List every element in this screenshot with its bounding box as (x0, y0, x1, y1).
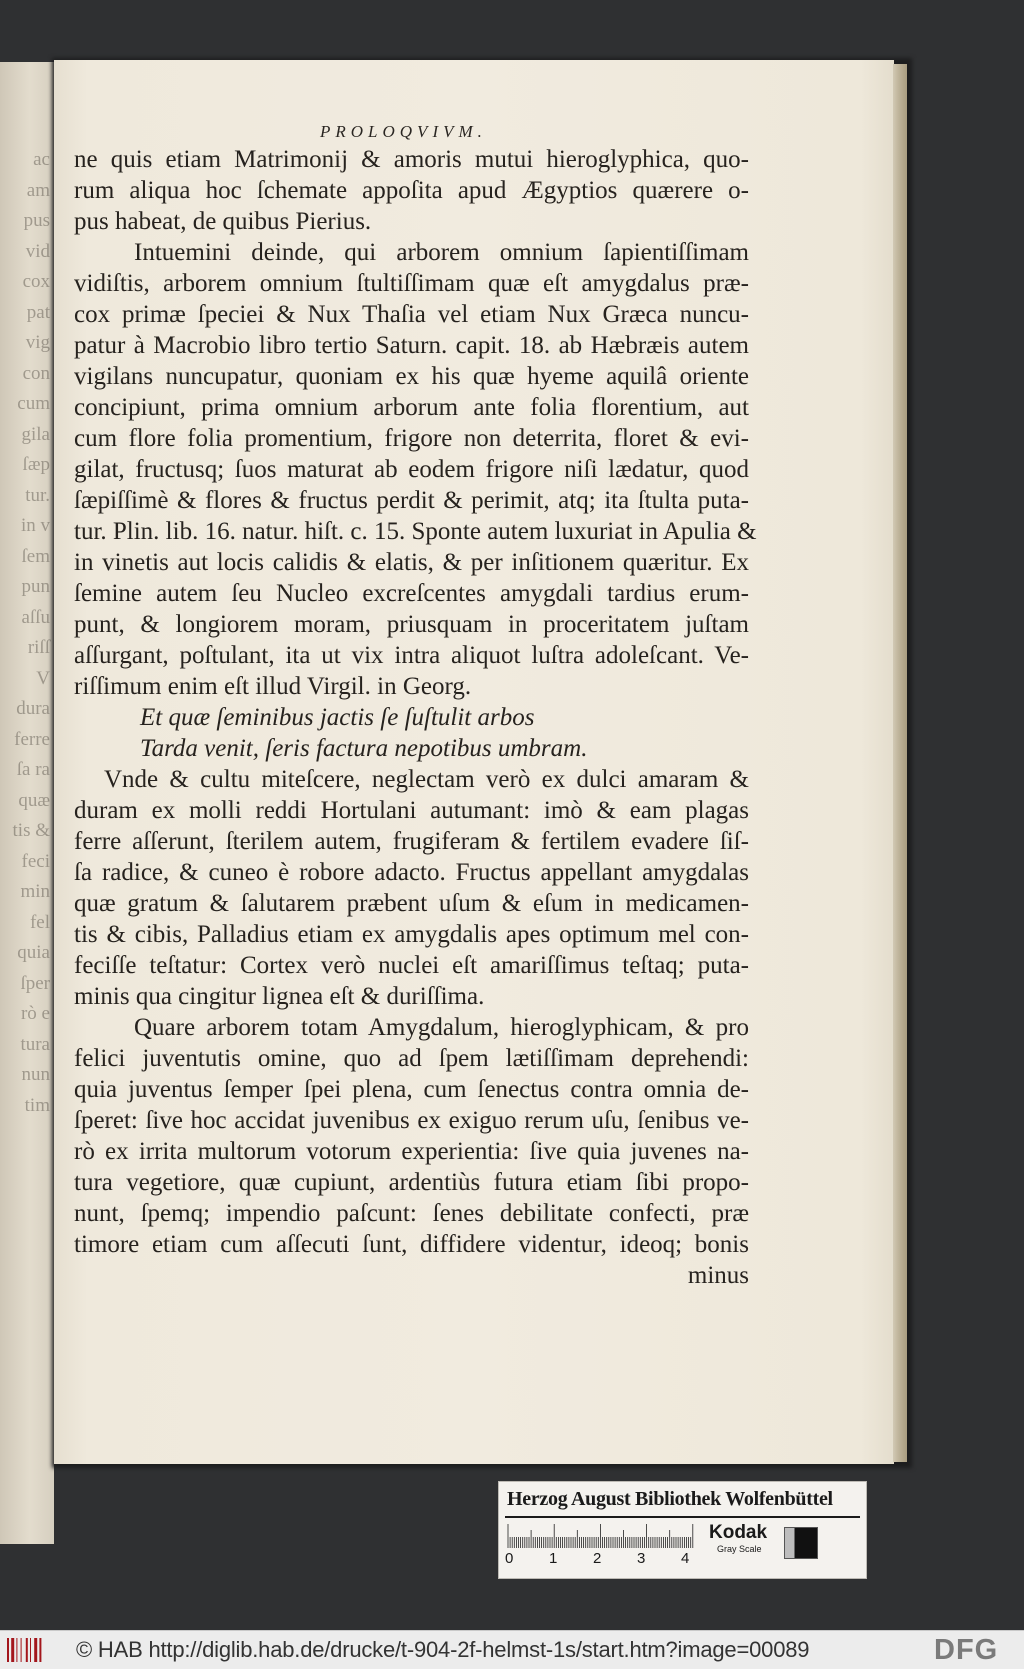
text-line: felici juventutis omine, quo ad ſpem lætiſſimam deprehendi: (74, 1045, 749, 1072)
text-line: in vinetis aut locis calidis & elatis, & per inſitionem quæritur. Ex (74, 549, 749, 576)
text-line: ferre aſſerunt, ſterilem autem, frugiferam & fertilem evadere ſiſ- (74, 828, 749, 855)
text-line: ſa radice, & cuneo è robore adacto. Fructus appellant amygdalas (74, 859, 749, 886)
text-line: Quare arborem totam Amygdalum, hieroglyphicam, & pro (134, 1014, 749, 1041)
left-page-fragment: tis & (12, 820, 50, 841)
text-line: concipiunt, prima omnium arborum ante folia florentium, aut (74, 394, 749, 421)
left-page-fragment: feci (21, 850, 50, 872)
text-line: quæ gratum & ſalutarem præbent uſum & eſum in medicamen- (74, 890, 749, 917)
ruler-number: 1 (549, 1550, 558, 1567)
text-line: rum aliqua hoc ſchemate appoſita apud Ægyptios quærere o- (74, 177, 749, 204)
left-page-fragment: cox (22, 271, 50, 292)
left-page-fragment: aſſu (21, 606, 50, 628)
left-page-fragment: quia (17, 942, 50, 963)
text-line: quia juventus ſemper ſpei plena, cum ſenectus contra omnia de- (74, 1076, 749, 1103)
left-page-edge (0, 62, 54, 1544)
left-page-fragment: in v (20, 515, 50, 536)
left-page-fragment: ferre (14, 728, 50, 750)
text-line: pus habeat, de quibus Pierius. (74, 208, 372, 235)
library-stamp (498, 1481, 867, 1579)
text-line: vidiſtis, arborem omnium ſtultiſſimam quæ eſt amygdalus præ- (74, 270, 749, 297)
left-page-fragment: riſſ (27, 637, 50, 658)
text-line: riſſimum enim eſt illud Virgil. in Georg. (74, 673, 472, 700)
stamp-divider (505, 1516, 860, 1518)
footer-url[interactable]: © HAB http://diglib.hab.de/drucke/t-904-2f-helmst-1s/start.htm?image=00089 (76, 1637, 810, 1662)
left-page-fragment: pat (26, 301, 50, 323)
left-page-fragment: ſæp (22, 454, 50, 475)
text-line: ſæpiſſimè & flores & fructus perdit & perimit, atq; ita ſtulta puta- (74, 487, 749, 514)
left-page-fragment: tim (24, 1094, 50, 1116)
left-page-fragment: gila (21, 423, 50, 445)
text-line: tur. Plin. lib. 16. natur. hiſt. c. 15. Sponte autem luxuriat in Apulia & (74, 518, 757, 545)
text-line: ſperet: ſive hoc accidat juvenibus ex exiguo rerum uſu, ſenibus ve- (74, 1107, 749, 1134)
ruler-number: 4 (681, 1550, 690, 1567)
left-page-fragment: min (20, 881, 50, 902)
text-line: tura vegetiore, quæ cupiunt, ardentiùs futura etiam ſibi propo- (74, 1169, 749, 1196)
text-line: minis qua cingitur lignea eſt & duriſſima. (74, 983, 485, 1010)
ruler-scale-icon (507, 1522, 697, 1548)
stamp-title: Herzog August Bibliothek Wolfenbüttel (507, 1488, 833, 1510)
catchword: minus (687, 1262, 749, 1289)
text-line: gilat, fructusq; ſuos maturat ab eodem frigore niſi lædatur, quod (74, 456, 749, 483)
ruler-numbers (505, 1550, 725, 1567)
left-page-fragment: ſa ra (16, 759, 50, 780)
text-line: punt, & longiorem moram, priusquam in proceritatem juſtam (74, 611, 749, 638)
left-page-fragment: dura (16, 698, 50, 719)
text-line: timore etiam cum aſſecuti ſunt, diffidere videntur, ideoq; bonis (74, 1231, 749, 1258)
left-page-fragment: tura (20, 1033, 50, 1055)
left-page-fragment: nun (21, 1064, 50, 1085)
left-page-fragment: vid (25, 240, 50, 262)
text-line: ne quis etiam Matrimonij & amoris mutui hieroglyphica, quo- (74, 146, 749, 173)
text-line: rò ex irrita multorum votorum experientia: ſive quia juvenes na- (74, 1138, 749, 1165)
left-page-fragment: am (26, 179, 50, 201)
ruler-number: 2 (593, 1550, 602, 1567)
left-page-fragment: ac (33, 149, 50, 170)
left-page-fragment: quæ (18, 789, 50, 811)
verse-line: Tarda venit, ſeris factura nepotibus umbram. (140, 735, 588, 762)
ruler-number: 3 (637, 1550, 646, 1567)
text-line: duram ex molli reddi Hortulani autumant: imò & eam plagas (74, 797, 749, 824)
text-line: cox primæ ſpeciei & Nux Thaſia vel etiam Nux Græca nuncu- (74, 301, 749, 328)
body-text (74, 144, 757, 1291)
text-line: ſemine autem ſeu Nucleo excreſcentes amygdali tardius erum- (74, 580, 749, 607)
left-page-fragment: con (22, 362, 50, 384)
text-line: Intuemini deinde, qui arborem omnium ſapientiſſimam (134, 239, 749, 266)
left-page-fragment: ſper (20, 972, 50, 994)
text-line: aſſurgant, poſtulant, ita ut vix intra aliquot luſtra adoleſcant. Ve- (74, 642, 749, 669)
left-page-fragment: V (36, 667, 50, 689)
left-page-fragment: pun (21, 576, 50, 597)
left-page-fragment: vig (25, 332, 50, 353)
dfg-logo: DFG (934, 1634, 999, 1666)
left-page-fragment: fel (29, 911, 50, 933)
footer-bar (0, 1630, 1024, 1669)
kodak-brand: Kodak (709, 1522, 768, 1543)
text-line: patur à Macrobio libro tertio Saturn. capit. 18. ab Hæbræis autem (74, 332, 749, 359)
text-line: nunt, ſpemq; impendio paſcunt: ſenes debilitate confecti, præ (74, 1200, 749, 1227)
text-line: tis & cibis, Palladius etiam ex amygdalis apes optimum mel con- (74, 921, 749, 948)
running-head: PROLOQVIVM. (320, 122, 487, 141)
left-page-fragment: ſem (21, 545, 50, 567)
left-page-fragment: cum (17, 393, 50, 414)
kodak-gray-scale-label: Gray Scale (717, 1544, 762, 1554)
gray-patch-icon (784, 1527, 818, 1559)
barcode-icon (6, 1636, 48, 1664)
text-line: Vnde & cultu miteſcere, neglectam verò ex dulci amaram & (104, 766, 749, 793)
text-line: cum flore folia promentium, frigore non deterrita, floret & evi- (74, 425, 749, 452)
verse-line: Et quæ ſeminibus jactis ſe ſuſtulit arbos (140, 704, 535, 731)
left-page-fragment: pus (23, 210, 50, 231)
left-page-fragment: tur. (25, 484, 50, 506)
left-page-fragment: rò e (20, 1003, 50, 1024)
page-fore-edge (893, 64, 907, 1462)
text-line: feciſſe teſtatur: Cortex verò nuclei eſt amariſſimus teſtaq; puta- (74, 952, 749, 979)
ruler-number: 0 (505, 1550, 514, 1567)
text-line: vigilans nuncupatur, quoniam ex his quæ hyeme aquilâ oriente (74, 363, 749, 390)
